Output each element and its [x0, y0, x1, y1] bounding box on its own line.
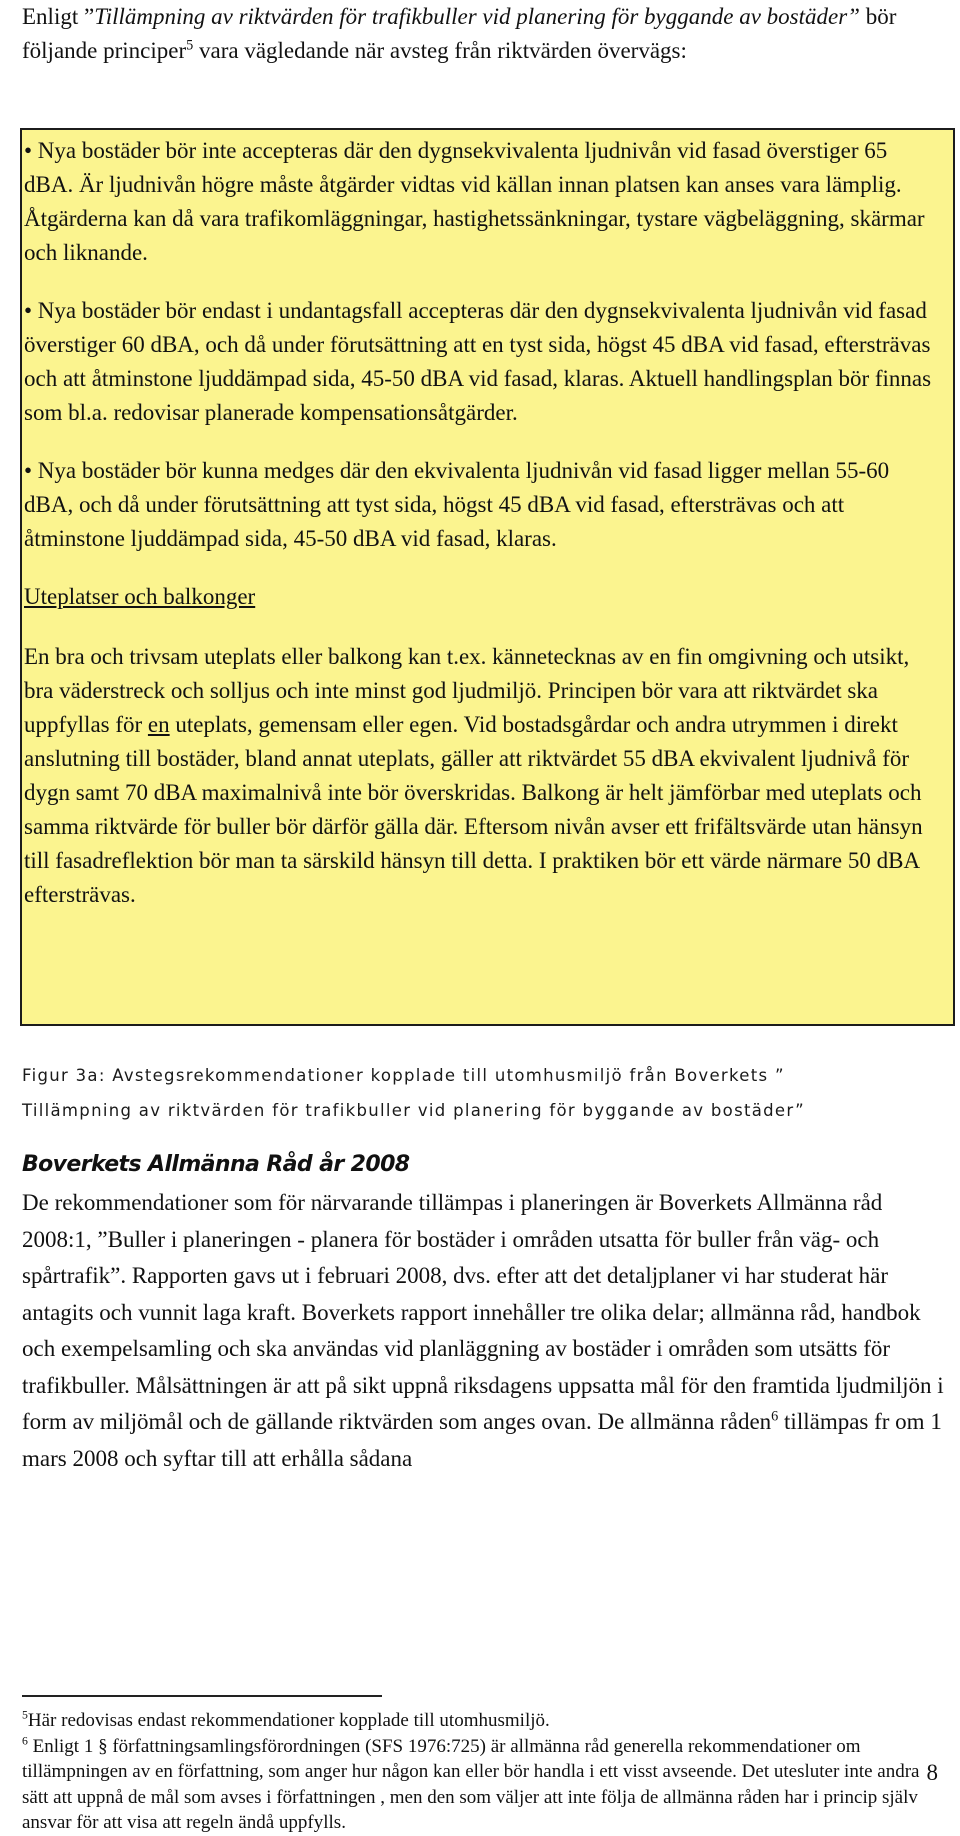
figure-caption: [22, 1058, 937, 1128]
uteplatser-text-1: En bra och trivsam uteplats eller balkong kan t.ex. kännetecknas av en fin omgivning och utsikt, bra väderstreck och solljus och inte minst god ljudmiljö. Principen bör vara att riktvärdet ska uppfyllas för: [24, 644, 910, 737]
section-body-text-2: tillämpas fr om 1 mars 2008 och syftar till att erhålla sådana: [22, 1409, 942, 1471]
footnotes: [22, 1708, 942, 1836]
intro-title-italic: Tillämpning av riktvärden för trafikbuller vid planering för byggande av bostäder”: [94, 4, 860, 29]
figure-caption-line-1: Figur 3a: Avstegsrekommendationer kopplade till utomhusmiljö från Boverkets ”: [22, 1066, 785, 1085]
footnote-5-text: Här redovisas endast rekommendationer kopplade till utomhusmiljö.: [27, 1710, 550, 1731]
footnote-6-number: 6: [22, 1734, 28, 1748]
bullet-item-55-60dba: • Nya bostäder bör kunna medges där den ekvivalenta ljudnivån vid fasad ligger mellan 55-60 dBA, och då under förutsättning att tyst sida, högst 45 dBA vid fasad, eftersträvas och att åtminstone ljuddämpad sida, 45-50 dBA vid fasad, klaras.: [24, 458, 890, 551]
intro-text-1: Enligt ”: [22, 4, 95, 29]
section-body: [22, 1185, 944, 1477]
intro-paragraph: [22, 0, 932, 68]
figure-caption-line-2: Tillämpning av riktvärden för trafikbuller vid planering för byggande av bostäder”: [22, 1101, 805, 1120]
subheading-uteplatser: Uteplatser och balkonger: [24, 584, 256, 609]
page-number: 8: [926, 1760, 938, 1785]
footnote-divider: [22, 1695, 382, 1697]
intro-text-2: bör följande principer: [22, 4, 897, 63]
footnote-ref-6[interactable]: 6: [771, 1408, 779, 1425]
footnote-6-text: Enligt 1 § författningsamlingsförordningen (SFS 1976:725) är allmänna råd generella rekommendationer om tillämpningen av en författning, som anger hur någon kan eller bör handla i ett visst avseende. Det utesluter inte andra sätt att uppnå de mål som avses i författningen , men den som väljer att inte följa de allmänna råden har i princip själv ansvar för att visa att regeln ändå uppfylls.: [22, 1735, 920, 1833]
footnote-5-number: 5: [22, 1708, 28, 1722]
section-heading: Boverkets Allmänna Råd år 2008: [22, 1152, 410, 1177]
footnote-ref-5[interactable]: 5: [186, 37, 194, 54]
footnote-5: [22, 1708, 942, 1734]
bullet-item-65dba: • Nya bostäder bör inte accepteras där den dygnsekvivalenta ljudnivån vid fasad överstiger 65 dBA. Är ljudnivån högre måste åtgärder vidtas vid källan innan platsen kan anses vara lämplig. Åtgärderna kan då vara trafikomläggningar, hastighetssänkningar, tystare vägbeläggning, skärmar och liknande.: [24, 138, 925, 265]
recommendations-box: [20, 128, 955, 1026]
uteplatser-text-2: uteplats, gemensam eller egen. Vid bostadsgårdar och andra utrymmen i direkt anslutning till bostäder, bland annat uteplats, gäller att riktvärdet 55 dBA ekvivalent ljudnivå för dygn samt 70 dBA maximalnivå inte bör överskridas. Balkong är helt jämförbar med uteplats och samma riktvärde för buller bör därför gälla där. Eftersom nivån avser ett frifältsvärde utan hänsyn till fasadreflektion bör man ta särskild hänsyn till detta. I praktiken bör ett värde närmare 50 dBA eftersträvas.: [24, 712, 923, 907]
section-body-text-1: De rekommendationer som för närvarande tillämpas i planeringen är Boverkets Allmänna råd 2008:1, ”Buller i planeringen - planera för bostäder i områden utsatta för buller från väg- och spårtrafik”. Rapporten gavs ut i februari 2008, dvs. efter att det detaljplaner vi har studerat här antagits och vunnit laga kraft. Boverkets rapport innehåller tre olika delar; allmänna råd, handbok och exempelsamling och ska användas vid planläggning av bostäder i områden som utsätts för trafikbuller. Målsättningen är att på sikt uppnå riksdagens uppsatta mål för den framtida ljudmiljön i form av miljömål och de gällande riktvärden som anges ovan. De allmänna råden: [22, 1190, 944, 1434]
uteplatser-underlined-word: en: [147, 712, 170, 737]
footnote-6: [22, 1734, 942, 1836]
uteplatser-paragraph: [24, 640, 941, 912]
intro-text-3: vara vägledande när avsteg från riktvärden övervägs:: [193, 38, 687, 63]
bullet-item-60dba: • Nya bostäder bör endast i undantagsfall accepteras där den dygnsekvivalenta ljudnivån vid fasad överstiger 60 dBA, och då under förutsättning att en tyst sida, högst 45 dBA vid fasad, eftersträvas och att åtminstone ljuddämpad sida, 45-50 dBA vid fasad, klaras. Aktuell handlingsplan bör finnas som bl.a. redovisar planerade kompensationsåtgärder.: [24, 298, 932, 425]
